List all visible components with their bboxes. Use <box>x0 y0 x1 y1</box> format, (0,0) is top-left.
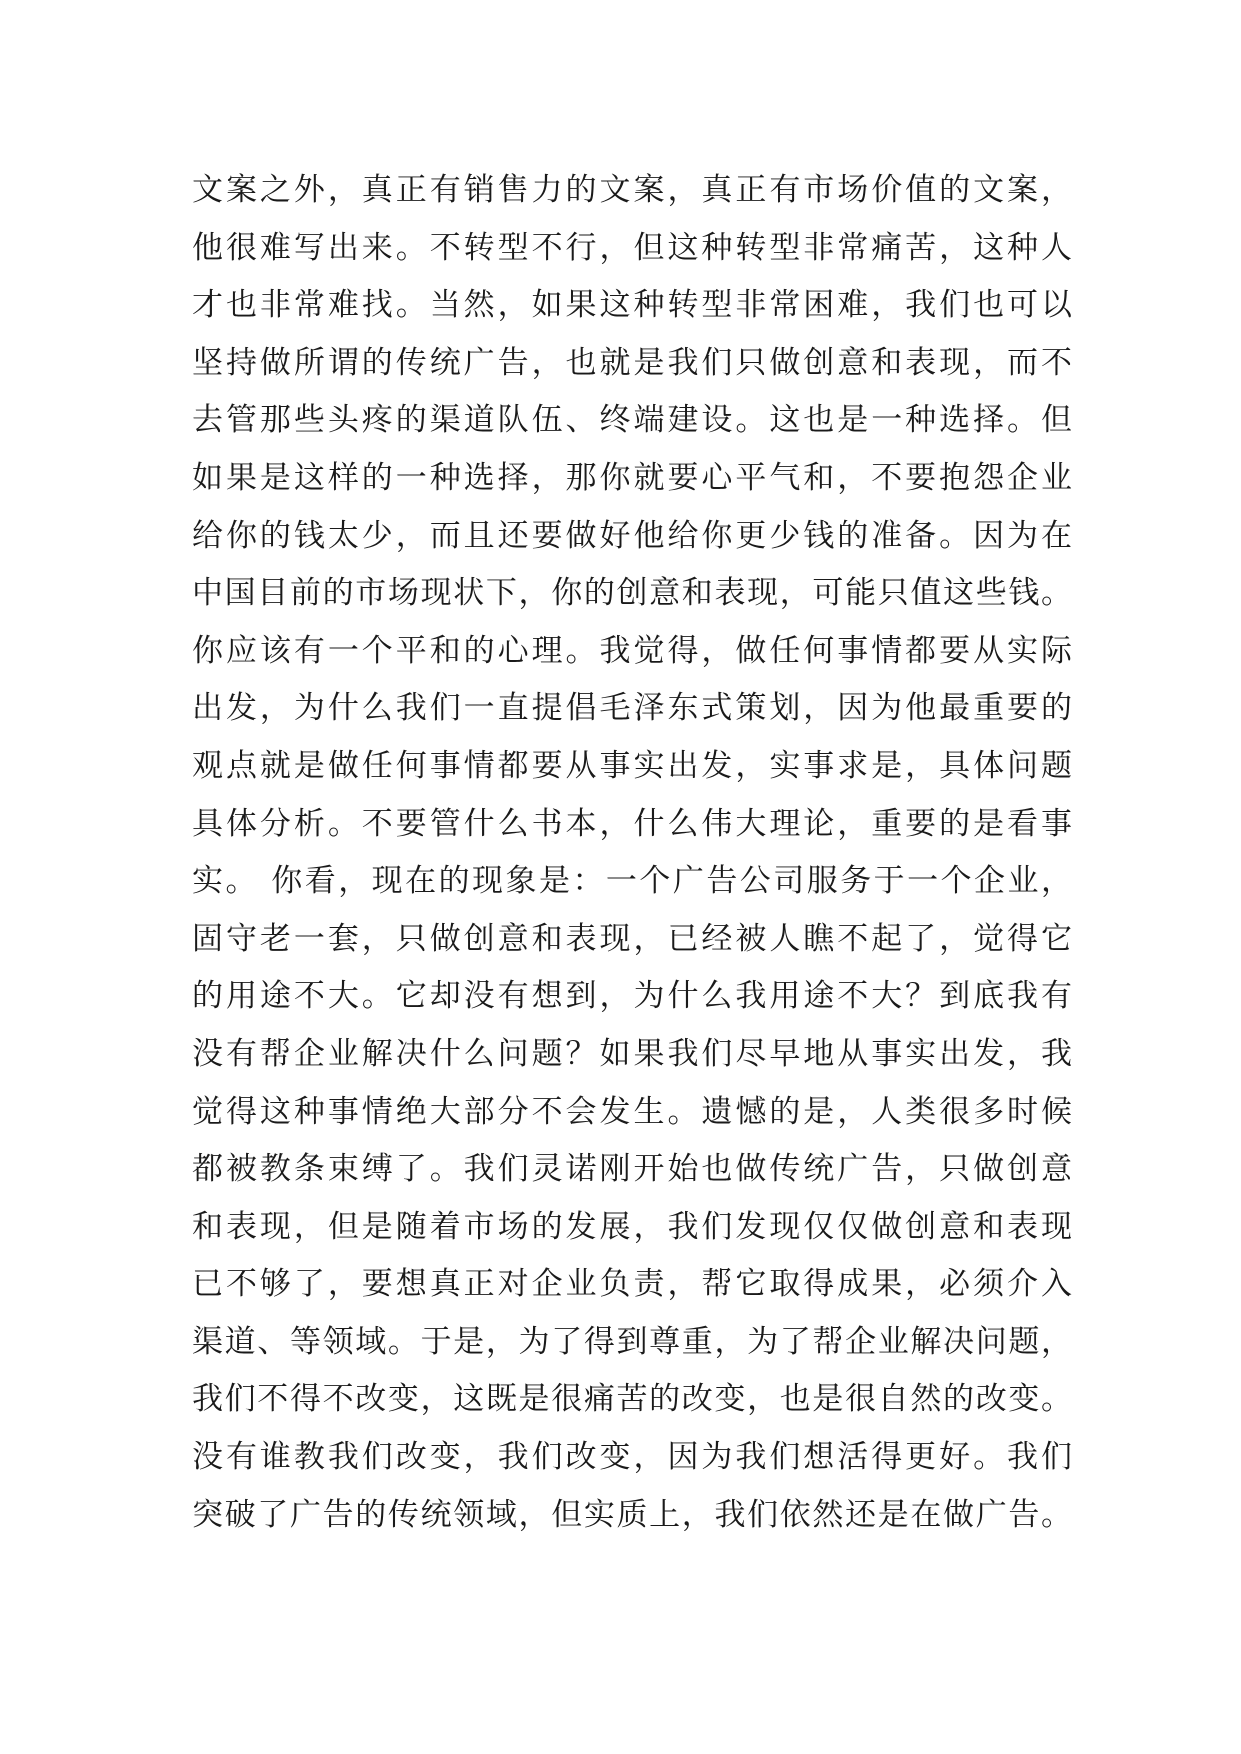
text-line: 具体分析。不要管什么书本，什么伟大理论，重要的是看事 <box>192 805 1072 842</box>
text-line: 和表现，但是随着市场的发展，我们发现仅仅做创意和表现 <box>192 1208 1072 1245</box>
text-line: 觉得这种事情绝大部分不会发生。遗憾的是，人类很多时候 <box>192 1093 1072 1130</box>
text-line: 突破了广告的传统领域，但实质上，我们依然还是在做广告。 <box>192 1496 1072 1533</box>
text-line: 给你的钱太少，而且还要做好他给你更少钱的准备。因为在 <box>192 517 1072 554</box>
text-line: 才也非常难找。当然，如果这种转型非常困难，我们也可以 <box>192 287 1072 324</box>
text-line: 渠道、等领域。于是，为了得到尊重，为了帮企业解决问题， <box>192 1323 1072 1360</box>
text-line: 固守老一套，只做创意和表现，已经被人瞧不起了，觉得它 <box>192 920 1072 957</box>
text-line: 没有谁教我们改变，我们改变，因为我们想活得更好。我们 <box>192 1439 1072 1476</box>
text-line: 都被教条束缚了。我们灵诺刚开始也做传统广告，只做创意 <box>192 1151 1072 1188</box>
text-line: 我们不得不改变，这既是很痛苦的改变，也是很自然的改变。 <box>192 1381 1072 1418</box>
body-text <box>192 162 1072 1544</box>
text-line: 的用途不大。它却没有想到，为什么我用途不大？到底我有 <box>192 978 1072 1015</box>
text-line: 他很难写出来。不转型不行，但这种转型非常痛苦，这种人 <box>192 229 1072 266</box>
text-line: 文案之外，真正有销售力的文案，真正有市场价值的文案， <box>192 172 1072 208</box>
text-line: 没有帮企业解决什么问题？如果我们尽早地从事实出发，我 <box>192 1035 1072 1072</box>
text-line: 去管那些头疼的渠道队伍、终端建设。这也是一种选择。但 <box>192 402 1072 439</box>
text-line: 中国目前的市场现状下，你的创意和表现，可能只值这些钱。 <box>192 575 1072 612</box>
text-line: 如果是这样的一种选择，那你就要心平气和，不要抱怨企业 <box>192 459 1072 496</box>
text-line: 你应该有一个平和的心理。我觉得，做任何事情都要从实际 <box>192 632 1072 669</box>
text-line: 实。 你看，现在的现象是：一个广告公司服务于一个企业， <box>192 863 1072 900</box>
text-line: 出发，为什么我们一直提倡毛泽东式策划，因为他最重要的 <box>192 690 1072 727</box>
text-line: 坚持做所谓的传统广告，也就是我们只做创意和表现，而不 <box>192 344 1072 381</box>
text-line: 已不够了，要想真正对企业负责，帮它取得成果，必须介入 <box>192 1266 1072 1303</box>
text-line: 观点就是做任何事情都要从事实出发，实事求是，具体问题 <box>192 747 1072 784</box>
